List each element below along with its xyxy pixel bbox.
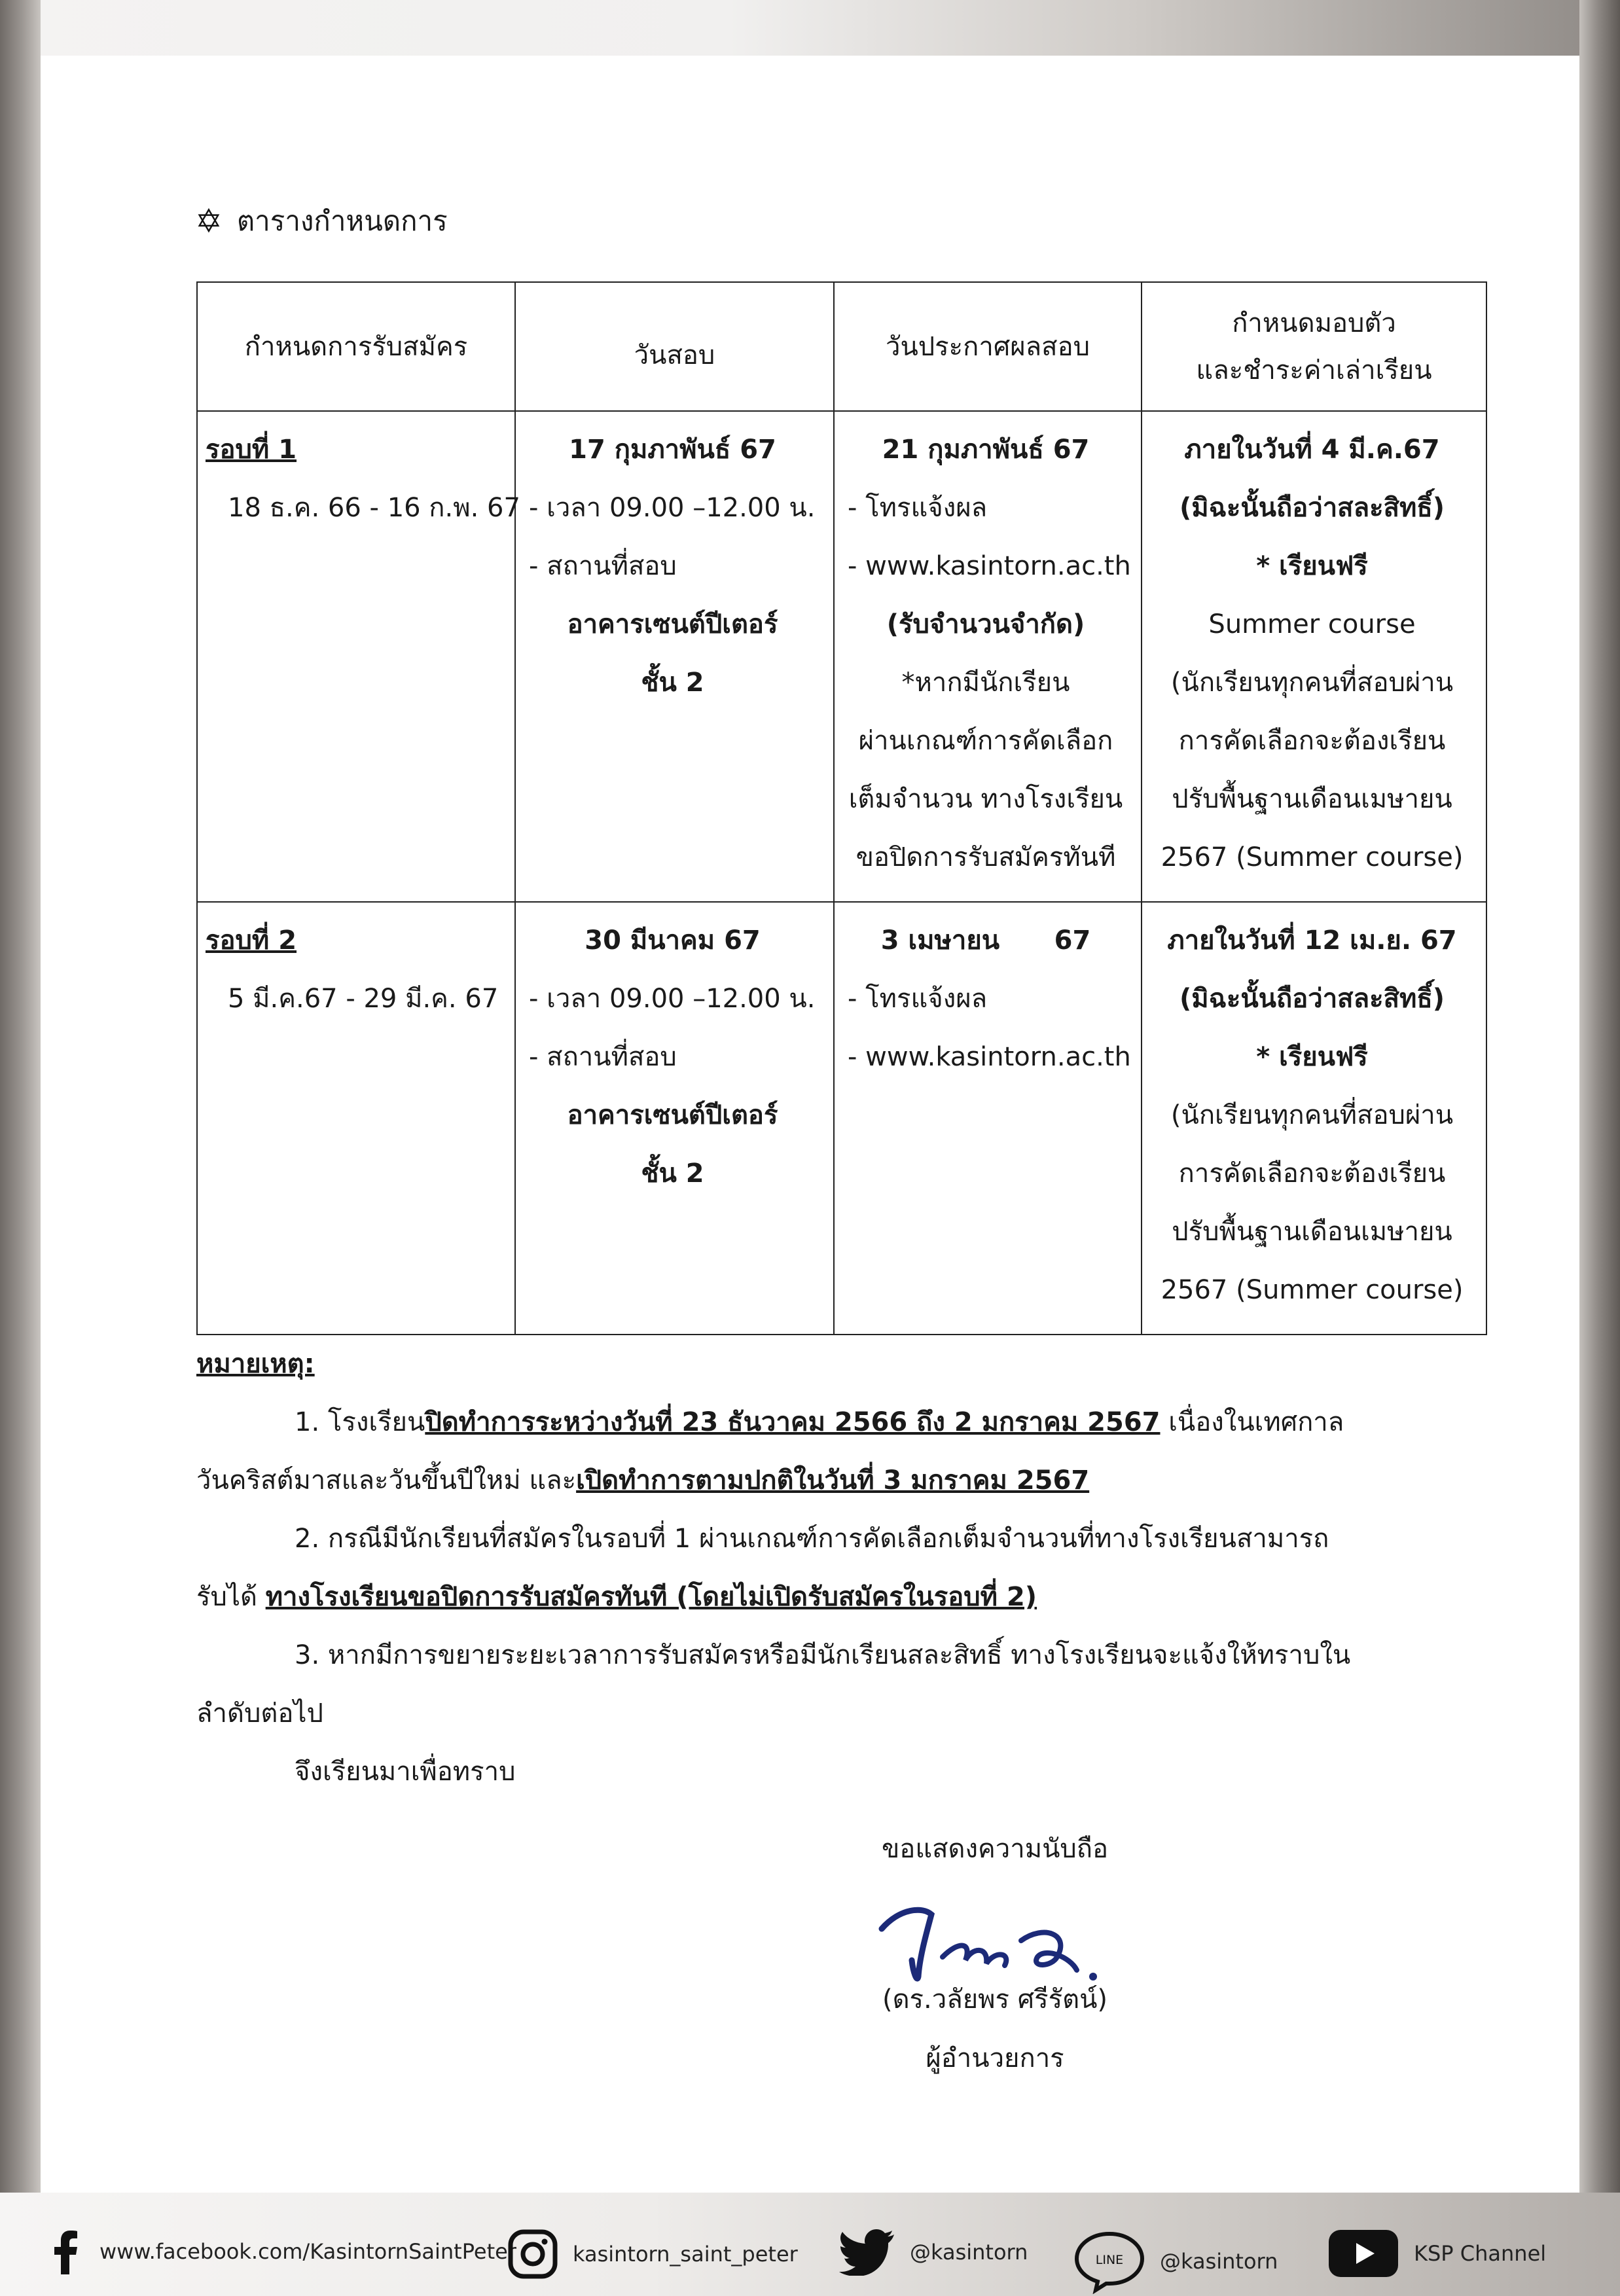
round2-report-note2: การคัดเลือกจะต้องเรียน (1178, 1158, 1446, 1189)
notes-section (196, 1335, 1486, 1801)
round2-result-web: - www.kasintorn.ac.th (848, 1042, 1131, 1072)
table-row (197, 902, 1486, 1335)
round1-report-cell (1142, 411, 1486, 902)
line-icon-text: LINE (1095, 2253, 1124, 2267)
round1-exam-floor: ชั้น 2 (641, 668, 704, 698)
round2-report-forfeit: (มิฉะนั้นถือว่าสละสิทธิ์) (1179, 984, 1445, 1014)
round2-exam-floor: ชั้น 2 (641, 1158, 704, 1189)
round2-exam-place-label: - สถานที่สอบ (529, 1042, 677, 1072)
section-title-text: ตารางกำหนดการ (236, 205, 448, 237)
round2-result-cell (834, 902, 1142, 1335)
note-1-line1 (196, 1393, 1486, 1452)
footer-youtube[interactable] (1327, 2229, 1546, 2278)
table-row (197, 411, 1486, 902)
frame-left (0, 0, 41, 2296)
round2-report-note3: ปรับพื้นฐานเดือนเมษายน (1172, 1217, 1452, 1247)
header-application-period: กำหนดการรับสมัคร (197, 282, 515, 411)
round1-result-limited: (รับจำนวนจำกัด) (886, 609, 1085, 639)
footer-instagram[interactable] (507, 2229, 798, 2280)
round2-report-date: ภายในวันที่ 12 เม.ย. 67 (1167, 925, 1457, 956)
footer-twitter[interactable] (839, 2229, 1028, 2276)
frame-top (0, 0, 1620, 56)
round1-period: 18 ธ.ค. 66 - 16 ก.พ. 67 (228, 493, 520, 523)
header-report-line1: กำหนดมอบตัว (1232, 308, 1396, 338)
signature (874, 1895, 1123, 1993)
round2-report-free: * เรียนฟรี (1256, 1042, 1368, 1072)
director-title: ผู้อำนวยการ (926, 2043, 1064, 2073)
facebook-url[interactable]: www.facebook.com/KasintornSaintPeter (99, 2239, 516, 2264)
round1-result-web: - www.kasintorn.ac.th (848, 551, 1131, 581)
youtube-icon (1327, 2229, 1399, 2278)
note-3-line2: ลำดับต่อไป (196, 1698, 323, 1729)
director-name: (ดร.วลัยพร ศรีรัตน์) (882, 1984, 1108, 2015)
round1-report-free: * เรียนฟรี (1256, 551, 1368, 581)
round1-result-note3: เต็มจำนวน ทางโรงเรียน (848, 784, 1123, 814)
round1-exam-time: - เวลา 09.00 –12.00 น. (529, 493, 816, 523)
star-of-david-icon: ✡ (195, 202, 223, 240)
line-handle[interactable]: @kasintorn (1160, 2249, 1278, 2274)
footer-line[interactable] (1073, 2229, 1278, 2294)
round1-report-note4: 2567 (Summer course) (1161, 842, 1464, 872)
twitter-handle[interactable]: @kasintorn (910, 2240, 1028, 2265)
header-result-date: วันประกาศผลสอบ (834, 282, 1142, 411)
facebook-icon (46, 2229, 85, 2274)
note-2-c: ทางโรงเรียนขอปิดการรับสมัครทันที (โดยไม่เปิดรับสมัครในรอบที่ 2) (265, 1582, 1037, 1612)
note-2-line2 (196, 1568, 1486, 1626)
section-title (195, 200, 448, 243)
header-exam-date: วันสอบ (515, 282, 834, 411)
round1-period-cell (197, 411, 520, 902)
header-report-line2: และชำระค่าเล่าเรียน (1196, 355, 1432, 386)
footer-facebook[interactable] (46, 2229, 516, 2274)
note-1-a: 1. โรงเรียน (295, 1407, 425, 1437)
regards-text: ขอแสดงความนับถือ (881, 1834, 1109, 1864)
round1-report-note2: การคัดเลือกจะต้องเรียน (1178, 726, 1446, 756)
round1-exam-date: 17 กุมภาพันธ์ 67 (569, 435, 776, 465)
round1-result-date: 21 กุมภาพันธ์ 67 (882, 435, 1090, 465)
header-report-payment (1142, 282, 1486, 411)
closing-line: จึงเรียนมาเพื่อทราบ (295, 1757, 516, 1787)
notes-heading: หมายเหตุ: (196, 1349, 315, 1379)
twitter-icon (839, 2229, 895, 2276)
line-icon (1073, 2229, 1145, 2294)
youtube-channel[interactable]: KSP Channel (1414, 2241, 1547, 2266)
round2-label: รอบที่ 2 (206, 925, 297, 956)
instagram-handle[interactable]: kasintorn_saint_peter (573, 2242, 798, 2267)
round1-exam-building: อาคารเซนต์ปีเตอร์ (567, 609, 778, 639)
round2-exam-building: อาคารเซนต์ปีเตอร์ (567, 1100, 778, 1130)
round2-period-cell (197, 902, 515, 1335)
round2-report-note4: 2567 (Summer course) (1161, 1275, 1464, 1305)
schedule-table (196, 281, 1487, 1335)
round1-result-note4: ขอปิดการรับสมัครทันที (855, 842, 1116, 872)
round1-report-note1: (นักเรียนทุกคนที่สอบผ่าน (1170, 668, 1454, 698)
round1-result-note2: ผ่านเกณฑ์การคัดเลือก (858, 726, 1113, 756)
round1-result-phone: - โทรแจ้งผล (848, 493, 988, 523)
round1-report-summer: Summer course (1208, 609, 1416, 639)
round2-report-note1: (นักเรียนทุกคนที่สอบผ่าน (1170, 1100, 1454, 1130)
note-1-c: เนื่องในเทศกาล (1160, 1407, 1344, 1437)
note-1-line2 (196, 1452, 1486, 1510)
note-2-line1: 2. กรณีมีนักเรียนที่สมัครในรอบที่ 1 ผ่านเกณฑ์การคัดเลือกเต็มจำนวนที่ทางโรงเรียนสามารถ (295, 1524, 1329, 1554)
round1-report-forfeit: (มิฉะนั้นถือว่าสละสิทธิ์) (1179, 493, 1445, 523)
round1-result-cell (834, 411, 1142, 902)
round2-exam-cell (515, 902, 834, 1335)
round2-exam-date: 30 มีนาคม 67 (585, 925, 761, 956)
frame-right (1579, 0, 1620, 2296)
round1-report-note3: ปรับพื้นฐานเดือนเมษายน (1172, 784, 1452, 814)
round1-exam-cell (515, 411, 834, 902)
table-header-row (197, 282, 1486, 411)
note-3-line1: 3. หากมีการขยายระยะเวลาการรับสมัครหรือมีนักเรียนสละสิทธิ์ ทางโรงเรียนจะแจ้งให้ทราบใน (295, 1640, 1351, 1670)
round1-report-date: ภายในวันที่ 4 มี.ค.67 (1184, 435, 1440, 465)
round1-label: รอบที่ 1 (206, 435, 297, 465)
instagram-icon (507, 2229, 558, 2280)
note-2-b: รับได้ (196, 1582, 266, 1612)
round2-period: 5 มี.ค.67 - 29 มี.ค. 67 (228, 984, 499, 1014)
note-1-e: เปิดทำการตามปกติในวันที่ 3 มกราคม 2567 (576, 1465, 1090, 1496)
round1-result-note1: *หากมีนักเรียน (901, 668, 1070, 698)
round2-report-cell (1142, 902, 1486, 1335)
note-1-d: วันคริสต์มาสและวันขึ้นปีใหม่ และ (196, 1465, 577, 1496)
round2-result-phone: - โทรแจ้งผล (848, 984, 988, 1014)
round2-result-date: 3 เมษายน 67 (880, 925, 1091, 956)
round2-exam-time: - เวลา 09.00 –12.00 น. (529, 984, 816, 1014)
note-1-b: ปิดทำการระหว่างวันที่ 23 ธันวาคม 2566 ถึง 2 มกราคม 2567 (425, 1407, 1161, 1437)
round1-exam-place-label: - สถานที่สอบ (529, 551, 677, 581)
